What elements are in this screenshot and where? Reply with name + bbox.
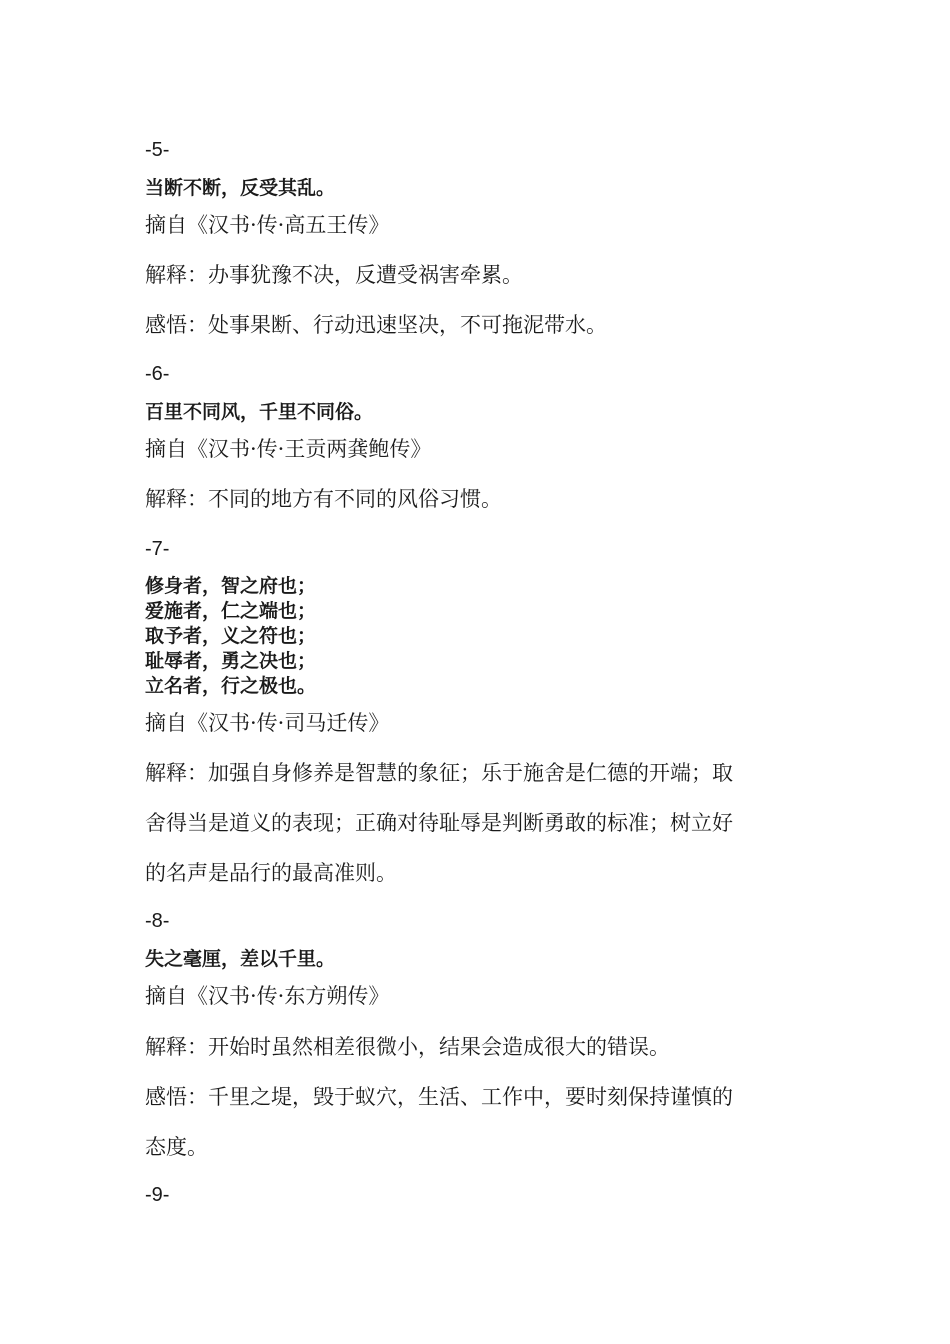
insight-line: 态度。 [145, 1135, 208, 1159]
quote-line: 爱施者，仁之端也； [145, 600, 317, 622]
quote-line: 当断不断，反受其乱。 [145, 177, 336, 199]
source-line: 摘自《汉书·传·司马迁传》 [145, 711, 390, 735]
section-number: -6- [145, 363, 170, 385]
quote-line: 百里不同风，千里不同俗。 [145, 401, 374, 423]
source-line: 摘自《汉书·传·高五王传》 [145, 213, 390, 237]
quote-line: 修身者，智之府也； [145, 575, 317, 597]
section-number: -8- [145, 910, 170, 932]
quote-line: 取予者，义之符也； [145, 625, 317, 647]
explanation-line: 解释：办事犹豫不决，反遭受祸害牵累。 [145, 263, 523, 287]
source-line: 摘自《汉书·传·东方朔传》 [145, 984, 390, 1008]
section-number: -5- [145, 139, 170, 161]
section-number: -9- [145, 1184, 170, 1206]
insight-line: 感悟：处事果断、行动迅速坚决，不可拖泥带水。 [145, 313, 607, 337]
quote-line: 耻辱者，勇之决也； [145, 650, 317, 672]
explanation-line: 解释：开始时虽然相差很微小，结果会造成很大的错误。 [145, 1035, 670, 1059]
explanation-line: 解释：不同的地方有不同的风俗习惯。 [145, 487, 502, 511]
explanation-line: 解释：加强自身修养是智慧的象征；乐于施舍是仁德的开端；取 [145, 761, 733, 785]
quote-line: 立名者，行之极也。 [145, 675, 317, 697]
explanation-line: 的名声是品行的最高准则。 [145, 861, 397, 885]
quote-line: 失之毫厘，差以千里。 [145, 948, 336, 970]
section-number: -7- [145, 538, 170, 560]
explanation-line: 舍得当是道义的表现；正确对待耻辱是判断勇敢的标准；树立好 [145, 811, 733, 835]
insight-line: 感悟：千里之堤，毁于蚁穴，生活、工作中，要时刻保持谨慎的 [145, 1085, 733, 1109]
source-line: 摘自《汉书·传·王贡两龚鲍传》 [145, 437, 432, 461]
